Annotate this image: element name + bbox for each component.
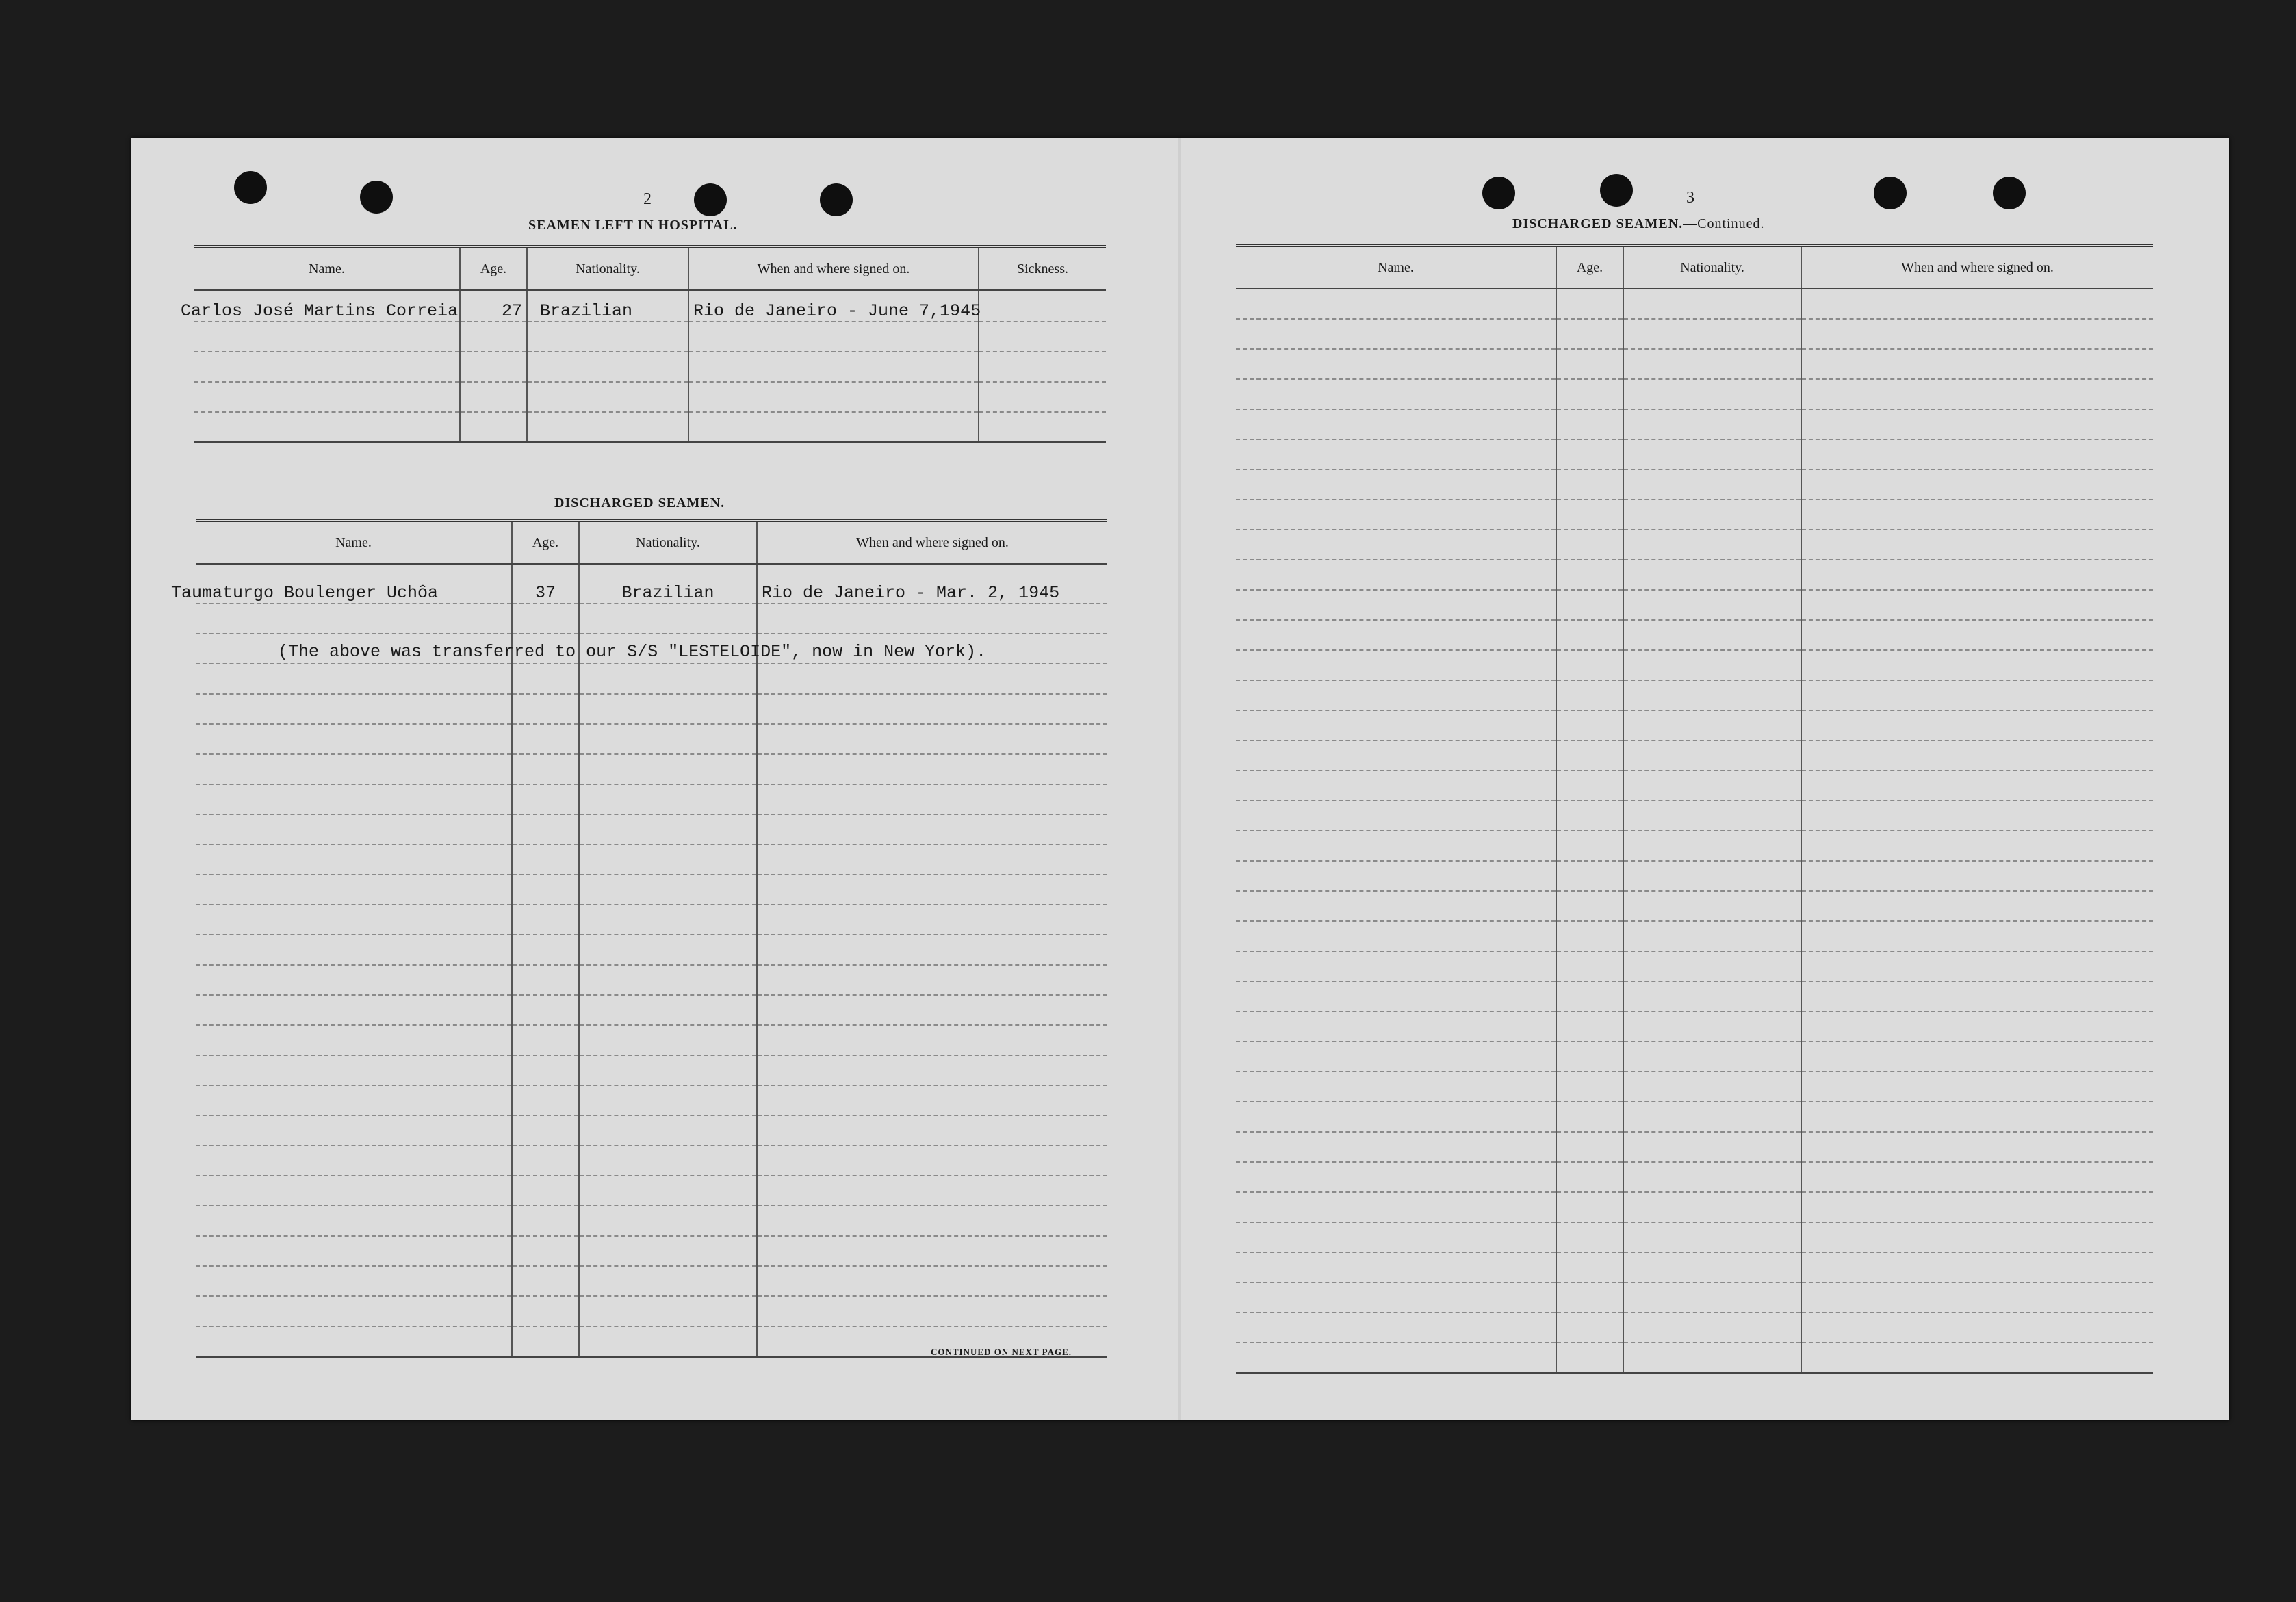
hospital-table	[181, 245, 1106, 443]
column-header-name: Name.	[196, 521, 512, 565]
table-row	[196, 995, 1107, 1025]
table-row	[1236, 921, 2153, 951]
table-row	[194, 412, 1106, 442]
discharged-section-title: DISCHARGED SEAMEN.	[554, 495, 725, 511]
table-row	[1236, 801, 2153, 831]
right-page	[1180, 138, 2229, 1420]
table-row	[196, 664, 1107, 694]
seaman-nationality: Brazilian	[527, 290, 688, 322]
table-row	[1236, 1011, 2153, 1042]
table-row	[1236, 740, 2153, 771]
table-row	[1236, 1132, 2153, 1162]
table-row	[1236, 861, 2153, 891]
table-row	[196, 814, 1107, 844]
table-row	[196, 724, 1107, 754]
punch-hole	[1482, 177, 1515, 209]
column-header-signed-on: When and where signed on.	[1801, 246, 2153, 289]
column-header-signed-on: When and where signed on.	[757, 521, 1107, 565]
column-header-name: Name.	[194, 247, 460, 291]
left-page	[131, 138, 1180, 1420]
table-row	[1236, 1072, 2153, 1102]
table-row	[1236, 560, 2153, 590]
table-row	[196, 754, 1107, 784]
continued-note: CONTINUED ON NEXT PAGE.	[931, 1347, 1072, 1357]
seaman-age: 37	[512, 564, 579, 604]
table-row	[1236, 319, 2153, 349]
table-row	[196, 1266, 1107, 1296]
table-row	[194, 290, 1106, 322]
table-row	[1236, 289, 2153, 319]
table-row	[196, 1146, 1107, 1176]
table-row	[196, 965, 1107, 995]
column-header-nationality: Nationality.	[1623, 246, 1801, 289]
table-row	[1236, 1313, 2153, 1343]
table-row	[196, 1176, 1107, 1206]
table-row	[196, 1085, 1107, 1115]
table-row	[1236, 981, 2153, 1011]
table-row	[1236, 771, 2153, 801]
table-row	[1236, 379, 2153, 409]
page-number: 2	[643, 190, 652, 208]
seaman-sickness	[979, 290, 1106, 322]
table-row	[196, 1115, 1107, 1146]
punch-hole	[360, 181, 393, 214]
table-row	[1236, 1343, 2153, 1373]
table-row	[1236, 590, 2153, 620]
table-row	[196, 935, 1107, 965]
table-row	[1236, 500, 2153, 530]
page-number: 3	[1686, 189, 1694, 207]
seaman-age: 27	[460, 290, 527, 322]
seaman-signed-on: Rio de Janeiro - June 7,1945	[688, 290, 979, 322]
discharged-continued-title: DISCHARGED SEAMEN.—Continued.	[1512, 216, 1765, 231]
column-header-age: Age.	[512, 521, 579, 565]
table-row	[1236, 469, 2153, 500]
table-row	[1236, 891, 2153, 921]
table-row	[196, 1055, 1107, 1085]
table-row	[1236, 620, 2153, 650]
punch-hole	[820, 183, 853, 216]
ledger-sheet	[131, 138, 2229, 1420]
punch-hole	[234, 171, 267, 204]
column-header-nationality: Nationality.	[527, 247, 688, 291]
table-row	[1236, 1282, 2153, 1313]
table-row	[194, 352, 1106, 382]
table-row	[1236, 710, 2153, 740]
table-row	[1236, 1102, 2153, 1132]
discharged-continued-table	[1236, 244, 2153, 1374]
table-row	[196, 564, 1107, 604]
seaman-name: Taumaturgo Boulenger Uchôa	[196, 564, 512, 604]
table-row	[196, 784, 1107, 814]
table-row	[1236, 951, 2153, 981]
table-row	[1236, 1042, 2153, 1072]
table-row	[1236, 1252, 2153, 1282]
table-row	[196, 905, 1107, 935]
column-header-name: Name.	[1236, 246, 1556, 289]
hospital-section-title: SEAMEN LEFT IN HOSPITAL.	[528, 218, 738, 233]
table-row	[1236, 349, 2153, 379]
punch-hole	[1600, 174, 1633, 207]
transfer-note: (The above was transferred to our S/S "LESTELOIDE", now in New York).	[278, 642, 987, 662]
table-row	[196, 604, 1107, 634]
seaman-name: Carlos José Martins Correia	[194, 290, 460, 322]
table-row	[196, 844, 1107, 875]
table-row	[1236, 1162, 2153, 1192]
table-row	[1236, 1192, 2153, 1222]
punch-hole	[694, 183, 727, 216]
table-row	[194, 322, 1106, 352]
table-row	[1236, 650, 2153, 680]
table-row	[1236, 439, 2153, 469]
table-row	[194, 382, 1106, 412]
table-row	[1236, 1222, 2153, 1252]
table-row	[196, 1206, 1107, 1236]
punch-hole	[1874, 177, 1907, 209]
table-row	[1236, 831, 2153, 861]
seaman-signed-on: Rio de Janeiro - Mar. 2, 1945	[757, 564, 1107, 604]
column-header-age: Age.	[1556, 246, 1623, 289]
table-row	[196, 694, 1107, 724]
table-row	[196, 1236, 1107, 1266]
table-row	[1236, 409, 2153, 439]
column-header-nationality: Nationality.	[579, 521, 757, 565]
column-header-age: Age.	[460, 247, 527, 291]
table-row	[1236, 530, 2153, 560]
table-row	[196, 1296, 1107, 1326]
punch-hole	[1993, 177, 2026, 209]
seaman-nationality: Brazilian	[579, 564, 757, 604]
table-row	[196, 1025, 1107, 1055]
table-row	[1236, 680, 2153, 710]
column-header-signed-on: When and where signed on.	[688, 247, 979, 291]
table-row	[196, 875, 1107, 905]
column-header-sickness: Sickness.	[979, 247, 1106, 291]
